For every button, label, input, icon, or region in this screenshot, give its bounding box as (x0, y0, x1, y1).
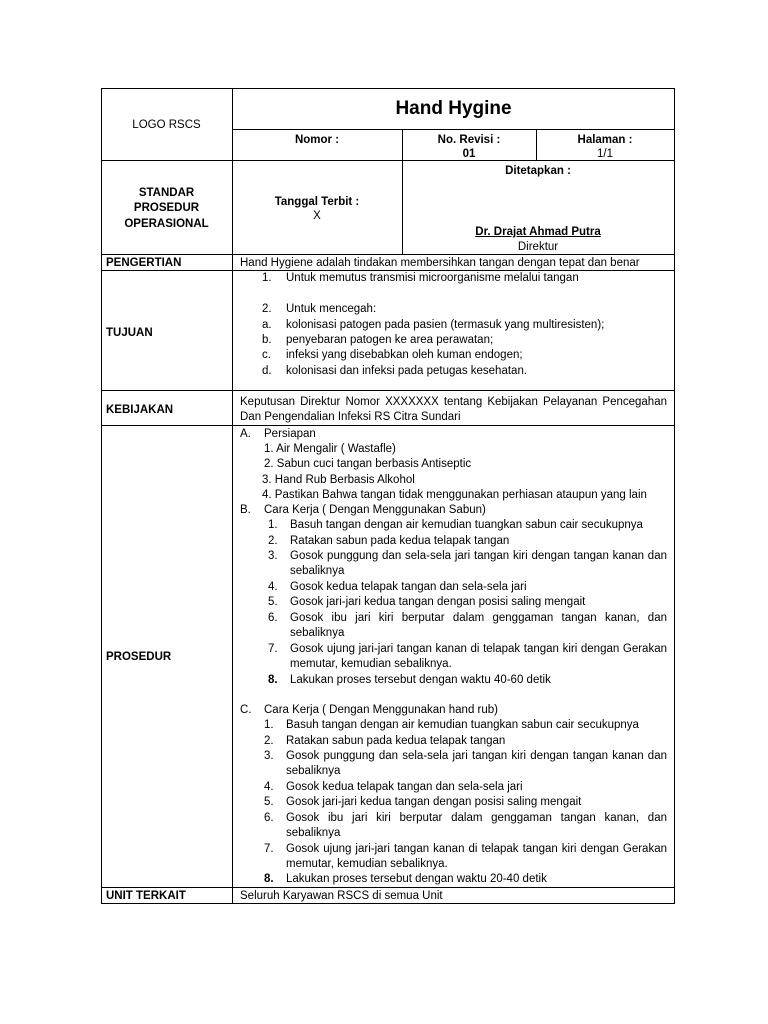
step-number: 5. (268, 596, 278, 608)
step-text: Gosok kedua telapak tangan dan sela-sela jari (286, 781, 523, 793)
sop-label-line2: PROSEDUR (133, 202, 200, 214)
preparation-item: 4. Pastikan Bahwa tangan tidak menggunakan perhiasan ataupun yang lain (262, 489, 647, 501)
step-number: 6. (268, 612, 278, 624)
preparation-item: 1. Air Mengalir ( Wastafle) (264, 443, 396, 455)
unit-terkait-text: Seluruh Karyawan RSCS di semua Unit (240, 890, 443, 902)
step-text: Gosok jari-jari kedua tangan dengan posisi saling mengait (286, 796, 582, 808)
revisi-value: 01 (462, 148, 476, 160)
step-number: 7. (264, 843, 274, 855)
step-text-continued: sebaliknya (286, 765, 341, 777)
nomor-label: Nomor : (294, 134, 340, 146)
step-number: 8. (268, 674, 278, 686)
logo-placeholder: LOGO RSCS (132, 119, 201, 131)
section-c-mark: C. (240, 704, 252, 716)
sop-label-line1: STANDAR (138, 187, 195, 199)
kebijakan-text-line2: Dan Pengendalian Infeksi RS Citra Sundari (240, 411, 461, 423)
step-text: Gosok punggung dan sela-sela jari tangan kiri dengan tangan kanan dan (286, 750, 667, 762)
table-border-top (101, 88, 675, 89)
step-text: Lakukan proses tersebut dengan waktu 40-60 detik (290, 674, 551, 686)
unit-terkait-label: UNIT TERKAIT (106, 890, 186, 902)
section-b-mark: B. (240, 504, 251, 516)
tujuan-item-number: 2. (262, 303, 272, 315)
tujuan-subitem-mark: c. (262, 349, 271, 361)
step-text: Ratakan sabun pada kedua telapak tangan (286, 735, 506, 747)
step-text: Gosok ujung jari-jari tangan kanan di telapak tangan kiri dengan Gerakan (286, 843, 667, 855)
pengertian-label: PENGERTIAN (106, 257, 182, 269)
step-text: Gosok jari-jari kedua tangan dengan posisi saling mengait (290, 596, 586, 608)
step-number: 1. (268, 519, 278, 531)
signer-name: Dr. Drajat Ahmad Putra (475, 226, 601, 238)
step-number: 2. (268, 535, 278, 547)
step-number: 7. (268, 643, 278, 655)
step-text: Gosok punggung dan sela-sela jari tangan kiri dengan tangan kanan dan (290, 550, 667, 562)
section-b-title: Cara Kerja ( Dengan Menggunakan Sabun) (264, 504, 486, 516)
step-text: Basuh tangan dengan air kemudian tuangkan sabun cair secukupnya (290, 519, 643, 531)
section-a-title: Persiapan (264, 428, 316, 440)
section-c-title: Cara Kerja ( Dengan Menggunakan hand rub) (264, 704, 498, 716)
tujuan-subitem: kolonisasi dan infeksi pada petugas kesehatan. (286, 365, 528, 377)
table-border-bottom (101, 903, 675, 904)
kebijakan-label: KEBIJAKAN (106, 404, 174, 416)
revisi-label: No. Revisi : (437, 134, 501, 146)
pengertian-text: Hand Hygiene adalah tindakan membersihkan tangan dengan tepat dan benar (240, 257, 640, 269)
tujuan-subitem: kolonisasi patogen pada pasien (termasuk yang multiresisten); (286, 319, 605, 331)
section-a-mark: A. (240, 428, 251, 440)
step-number: 8. (264, 873, 274, 885)
tujuan-subitem: penyebaran patogen ke area perawatan; (286, 334, 494, 346)
document-title: Hand Hygine (395, 98, 512, 119)
step-text: Gosok ibu jari kiri berputar dalam genggaman tangan kanan, dan (290, 612, 667, 624)
tujuan-subitem-mark: b. (262, 334, 272, 346)
tujuan-label: TUJUAN (106, 327, 153, 339)
preparation-item: 2. Sabun cuci tangan berbasis Antiseptic (264, 458, 472, 470)
step-text-continued: sebaliknya (290, 627, 345, 639)
tujuan-item: Untuk memutus transmisi microorganisme melalui tangan (286, 272, 579, 284)
step-text: Basuh tangan dengan air kemudian tuangkan sabun cair secukupnya (286, 719, 639, 731)
step-number: 6. (264, 812, 274, 824)
step-number: 1. (264, 719, 274, 731)
step-text: Gosok ujung jari-jari tangan kanan di telapak tangan kiri dengan Gerakan (290, 643, 667, 655)
tujuan-item-number: 1. (262, 272, 272, 284)
tanggal-terbit-value: X (313, 210, 321, 222)
preparation-item: 3. Hand Rub Berbasis Alkohol (262, 474, 415, 486)
tujuan-subitem-mark: a. (262, 319, 272, 331)
signer-title: Direktur (517, 241, 559, 253)
step-text: Ratakan sabun pada kedua telapak tangan (290, 535, 510, 547)
tujuan-subitem-mark: d. (262, 365, 272, 377)
halaman-label: Halaman : (577, 134, 633, 146)
tanggal-terbit-label: Tanggal Terbit : (274, 196, 360, 208)
tujuan-subitem: infeksi yang disebabkan oleh kuman endogen; (286, 349, 523, 361)
ditetapkan-label: Ditetapkan : (505, 165, 571, 177)
header-divider (101, 254, 675, 255)
tujuan-item: Untuk mencegah: (286, 303, 377, 315)
header-divider (232, 129, 675, 130)
kebijakan-text-line1: Keputusan Direktur Nomor XXXXXXX tentang Kebijakan Pelayanan Pencegahan (240, 396, 667, 408)
step-text: Gosok ibu jari kiri berputar dalam genggaman tangan kanan, dan (286, 812, 667, 824)
prosedur-label: PROSEDUR (106, 651, 172, 663)
step-number: 3. (268, 550, 278, 562)
step-text-continued: sebaliknya (286, 827, 341, 839)
step-number: 4. (264, 781, 274, 793)
step-text-continued: sebaliknya (290, 565, 345, 577)
step-number: 2. (264, 735, 274, 747)
row-divider (101, 887, 675, 888)
step-text: Gosok kedua telapak tangan dan sela-sela jari (290, 581, 527, 593)
row-divider (101, 390, 675, 391)
step-number: 3. (264, 750, 274, 762)
step-number: 5. (264, 796, 274, 808)
halaman-value: 1/1 (597, 148, 613, 160)
step-number: 4. (268, 581, 278, 593)
table-border-right (674, 88, 675, 904)
row-divider (101, 425, 675, 426)
step-text: Lakukan proses tersebut dengan waktu 20-40 detik (286, 873, 547, 885)
step-text-continued: memutar, kemudian sebaliknya. (290, 658, 452, 670)
step-text-continued: memutar, kemudian sebaliknya. (286, 858, 448, 870)
sop-label-line3: OPERASIONAL (124, 218, 209, 230)
